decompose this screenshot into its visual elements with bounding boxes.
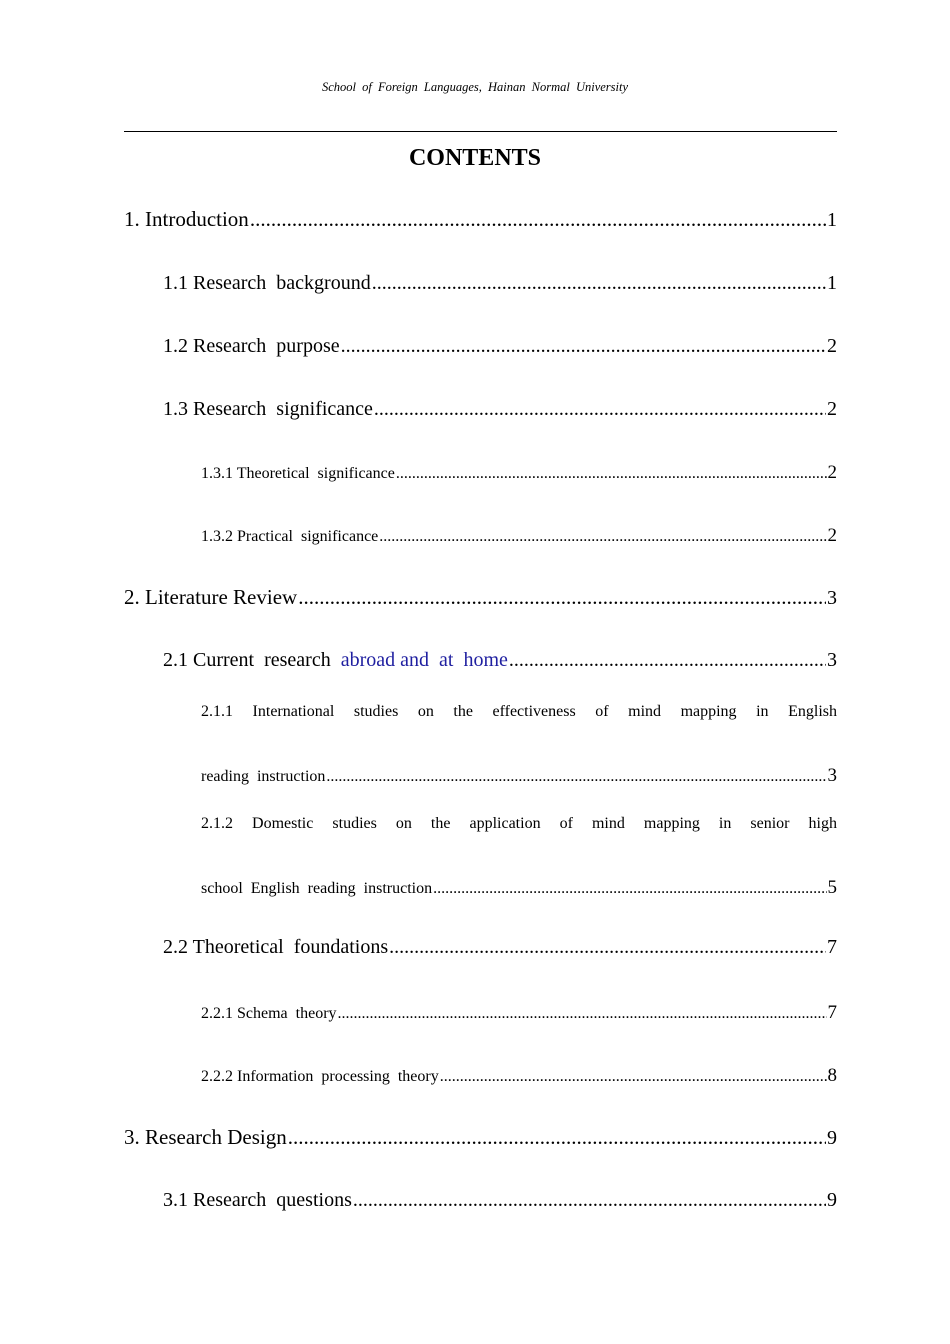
toc-word: of bbox=[559, 815, 573, 832]
toc-leader bbox=[389, 936, 826, 959]
toc-word: mapping bbox=[643, 815, 700, 832]
toc-label: reading instruction bbox=[201, 768, 326, 785]
toc-leader bbox=[353, 1189, 826, 1212]
toc-word: studies bbox=[332, 815, 377, 832]
toc-leader bbox=[509, 649, 826, 672]
toc-entry-research-significance[interactable] bbox=[163, 398, 837, 421]
toc-word: 2.1.2 bbox=[201, 815, 233, 832]
toc-label: 3. Research Design bbox=[124, 1125, 287, 1149]
toc-label: 3.1 Research questions bbox=[163, 1189, 352, 1211]
toc-word: Domestic bbox=[252, 815, 314, 832]
toc-leader bbox=[338, 1005, 827, 1023]
toc-label: 1. Introduction bbox=[124, 207, 249, 231]
toc-page-number: 2 bbox=[827, 525, 837, 546]
toc-entry-international-studies-line1 bbox=[201, 703, 837, 721]
toc-page-number: 1 bbox=[827, 209, 837, 231]
toc-leader bbox=[326, 768, 826, 786]
toc-label: 1.3 Research significance bbox=[163, 398, 373, 420]
toc-word: in bbox=[756, 703, 769, 720]
toc-page-number: 3 bbox=[827, 765, 837, 786]
toc-word: in bbox=[718, 815, 732, 832]
toc-entry-international-studies[interactable] bbox=[201, 765, 837, 787]
toc-leader bbox=[374, 398, 826, 421]
header-rule bbox=[124, 131, 837, 132]
toc-leader bbox=[250, 207, 826, 232]
toc-page-number: 3 bbox=[827, 649, 837, 671]
toc-word: application bbox=[469, 815, 541, 832]
toc-page-number: 2 bbox=[827, 398, 837, 420]
toc-word: on bbox=[395, 815, 412, 832]
toc-leader bbox=[341, 335, 826, 358]
toc-entry-research-background[interactable] bbox=[163, 272, 837, 295]
toc-label: 1.3.2 Practical significance bbox=[201, 528, 379, 545]
toc-page-number: 1 bbox=[827, 272, 837, 294]
toc-label-highlight: abroad and at home bbox=[340, 649, 508, 671]
toc-leader bbox=[379, 528, 826, 546]
toc-entry-literature-review[interactable] bbox=[124, 585, 837, 610]
toc-page-number: 2 bbox=[827, 462, 837, 483]
toc-leader bbox=[372, 272, 826, 295]
toc-label: 1.3.1 Theoretical significance bbox=[201, 465, 395, 482]
toc-leader bbox=[396, 465, 827, 483]
toc-label: 2.2 Theoretical foundations bbox=[163, 936, 389, 958]
toc-label: 1.1 Research background bbox=[163, 272, 371, 294]
toc-word: mind bbox=[628, 703, 662, 720]
toc-word: mapping bbox=[680, 703, 737, 720]
toc-entry-schema-theory[interactable] bbox=[201, 1002, 837, 1024]
toc-entry-domestic-studies-line1 bbox=[201, 815, 837, 833]
toc-page-number: 3 bbox=[827, 587, 837, 609]
running-header: School of Foreign Languages, Hainan Normal University bbox=[321, 80, 629, 94]
toc-entry-introduction[interactable] bbox=[124, 207, 837, 232]
toc-leader bbox=[433, 880, 826, 898]
toc-entry-research-questions[interactable] bbox=[163, 1189, 837, 1212]
toc-page-number: 9 bbox=[827, 1127, 837, 1149]
toc-word: on bbox=[417, 703, 434, 720]
toc-page-number: 7 bbox=[827, 936, 837, 958]
toc-leader bbox=[288, 1125, 826, 1150]
toc-page-number: 7 bbox=[827, 1002, 837, 1023]
toc-word: the bbox=[453, 703, 473, 720]
toc-label: school English reading instruction bbox=[201, 880, 433, 897]
toc-label: 2.2.1 Schema theory bbox=[201, 1005, 337, 1022]
toc-entry-theoretical-foundations[interactable] bbox=[163, 936, 837, 959]
toc-entry-theoretical-significance[interactable] bbox=[201, 462, 837, 484]
toc-entry-research-design[interactable] bbox=[124, 1125, 837, 1150]
toc-word: International bbox=[252, 703, 335, 720]
toc-word: effectiveness bbox=[492, 703, 576, 720]
toc-page-number: 8 bbox=[827, 1065, 837, 1086]
toc-page-number: 2 bbox=[827, 335, 837, 357]
toc-label: 2.2.2 Information processing theory bbox=[201, 1068, 439, 1085]
toc-entry-research-purpose[interactable] bbox=[163, 335, 837, 358]
toc-leader bbox=[440, 1068, 827, 1086]
toc-word: studies bbox=[353, 703, 399, 720]
toc-label: 2.1 Current research bbox=[163, 649, 341, 671]
toc-word: of bbox=[595, 703, 609, 720]
toc-word: high bbox=[808, 815, 837, 832]
toc-entry-current-research[interactable] bbox=[163, 649, 837, 672]
toc-word: 2.1.1 bbox=[201, 703, 233, 720]
toc-word: English bbox=[788, 703, 837, 720]
toc-word: the bbox=[430, 815, 451, 832]
toc-entry-domestic-studies[interactable] bbox=[201, 877, 837, 899]
toc-page-number: 5 bbox=[827, 877, 837, 898]
toc-word: senior bbox=[750, 815, 790, 832]
toc-entry-information-processing-theory[interactable] bbox=[201, 1065, 837, 1087]
toc-leader bbox=[298, 585, 826, 610]
toc-label: 1.2 Research purpose bbox=[163, 335, 340, 357]
toc-entry-practical-significance[interactable] bbox=[201, 525, 837, 547]
toc-label: 2. Literature Review bbox=[124, 585, 298, 609]
page-title: CONTENTS bbox=[408, 145, 542, 171]
toc-word: mind bbox=[591, 815, 625, 832]
toc-page-number: 9 bbox=[827, 1189, 837, 1211]
